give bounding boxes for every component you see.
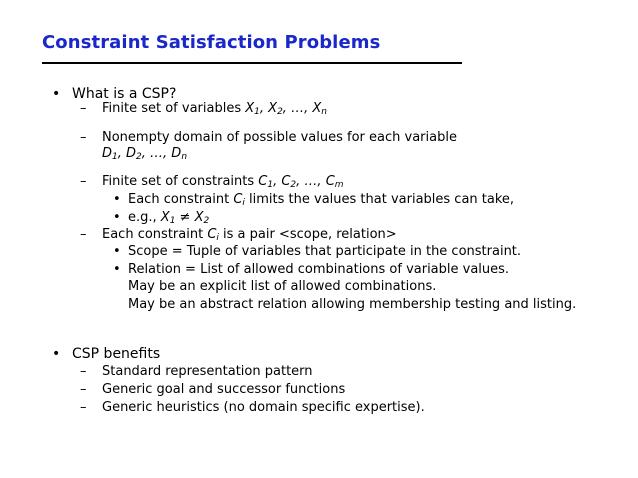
domain-list: $D_1$, $D_2$, …, $D_n$: [102, 146, 188, 162]
csp-heading: What is a CSP?: [72, 86, 177, 102]
constraints-list: $C_1$, $C_2$, …, $C_m$: [258, 174, 344, 190]
dash-icon: –: [80, 400, 87, 415]
scope-line: Scope = Tuple of variables that participate in the constraint.: [128, 244, 522, 259]
domain-line: Nonempty domain of possible values for each variable: [102, 130, 457, 145]
dash-icon: –: [80, 130, 87, 145]
bullet-icon: •: [113, 244, 121, 259]
benefit-item: Standard representation pattern: [102, 364, 313, 379]
variables-line: [102, 101, 327, 117]
dash-icon: –: [80, 227, 87, 242]
dash-icon: –: [80, 382, 87, 397]
variables-text: Finite set of variables: [102, 101, 246, 116]
constraints-text: Finite set of constraints: [102, 174, 259, 189]
bullet-icon: •: [113, 192, 121, 207]
title-underline: [42, 62, 462, 64]
constraints-line: [102, 174, 344, 190]
bullet-icon: •: [113, 262, 121, 277]
bullet-icon: •: [52, 346, 61, 362]
explicit-line: May be an explicit list of allowed combinations.: [128, 279, 437, 294]
slide-title: Constraint Satisfaction Problems: [42, 32, 381, 53]
dash-icon: –: [80, 364, 87, 379]
dash-icon: –: [80, 174, 87, 189]
benefit-item: Generic heuristics (no domain specific expertise).: [102, 400, 425, 415]
benefit-item: Generic goal and successor functions: [102, 382, 346, 397]
constraint-each: Each constraint $C_i$ limits the values that variables can take,: [128, 192, 515, 208]
benefits-heading: CSP benefits: [72, 346, 161, 362]
bullet-icon: •: [113, 210, 121, 225]
variables-list: $X_1$, $X_2$, …, $X_n$: [245, 101, 327, 117]
pair-line: Each constraint $C_i$ is a pair <scope, relation>: [102, 227, 397, 243]
constraint-example: e.g., $X_1 \ne X_2$: [128, 210, 210, 226]
abstract-line: May be an abstract relation allowing membership testing and listing.: [128, 297, 577, 312]
relation-line: Relation = List of allowed combinations of variable values.: [128, 262, 510, 277]
bullet-icon: •: [52, 86, 61, 102]
dash-icon: –: [80, 101, 87, 116]
